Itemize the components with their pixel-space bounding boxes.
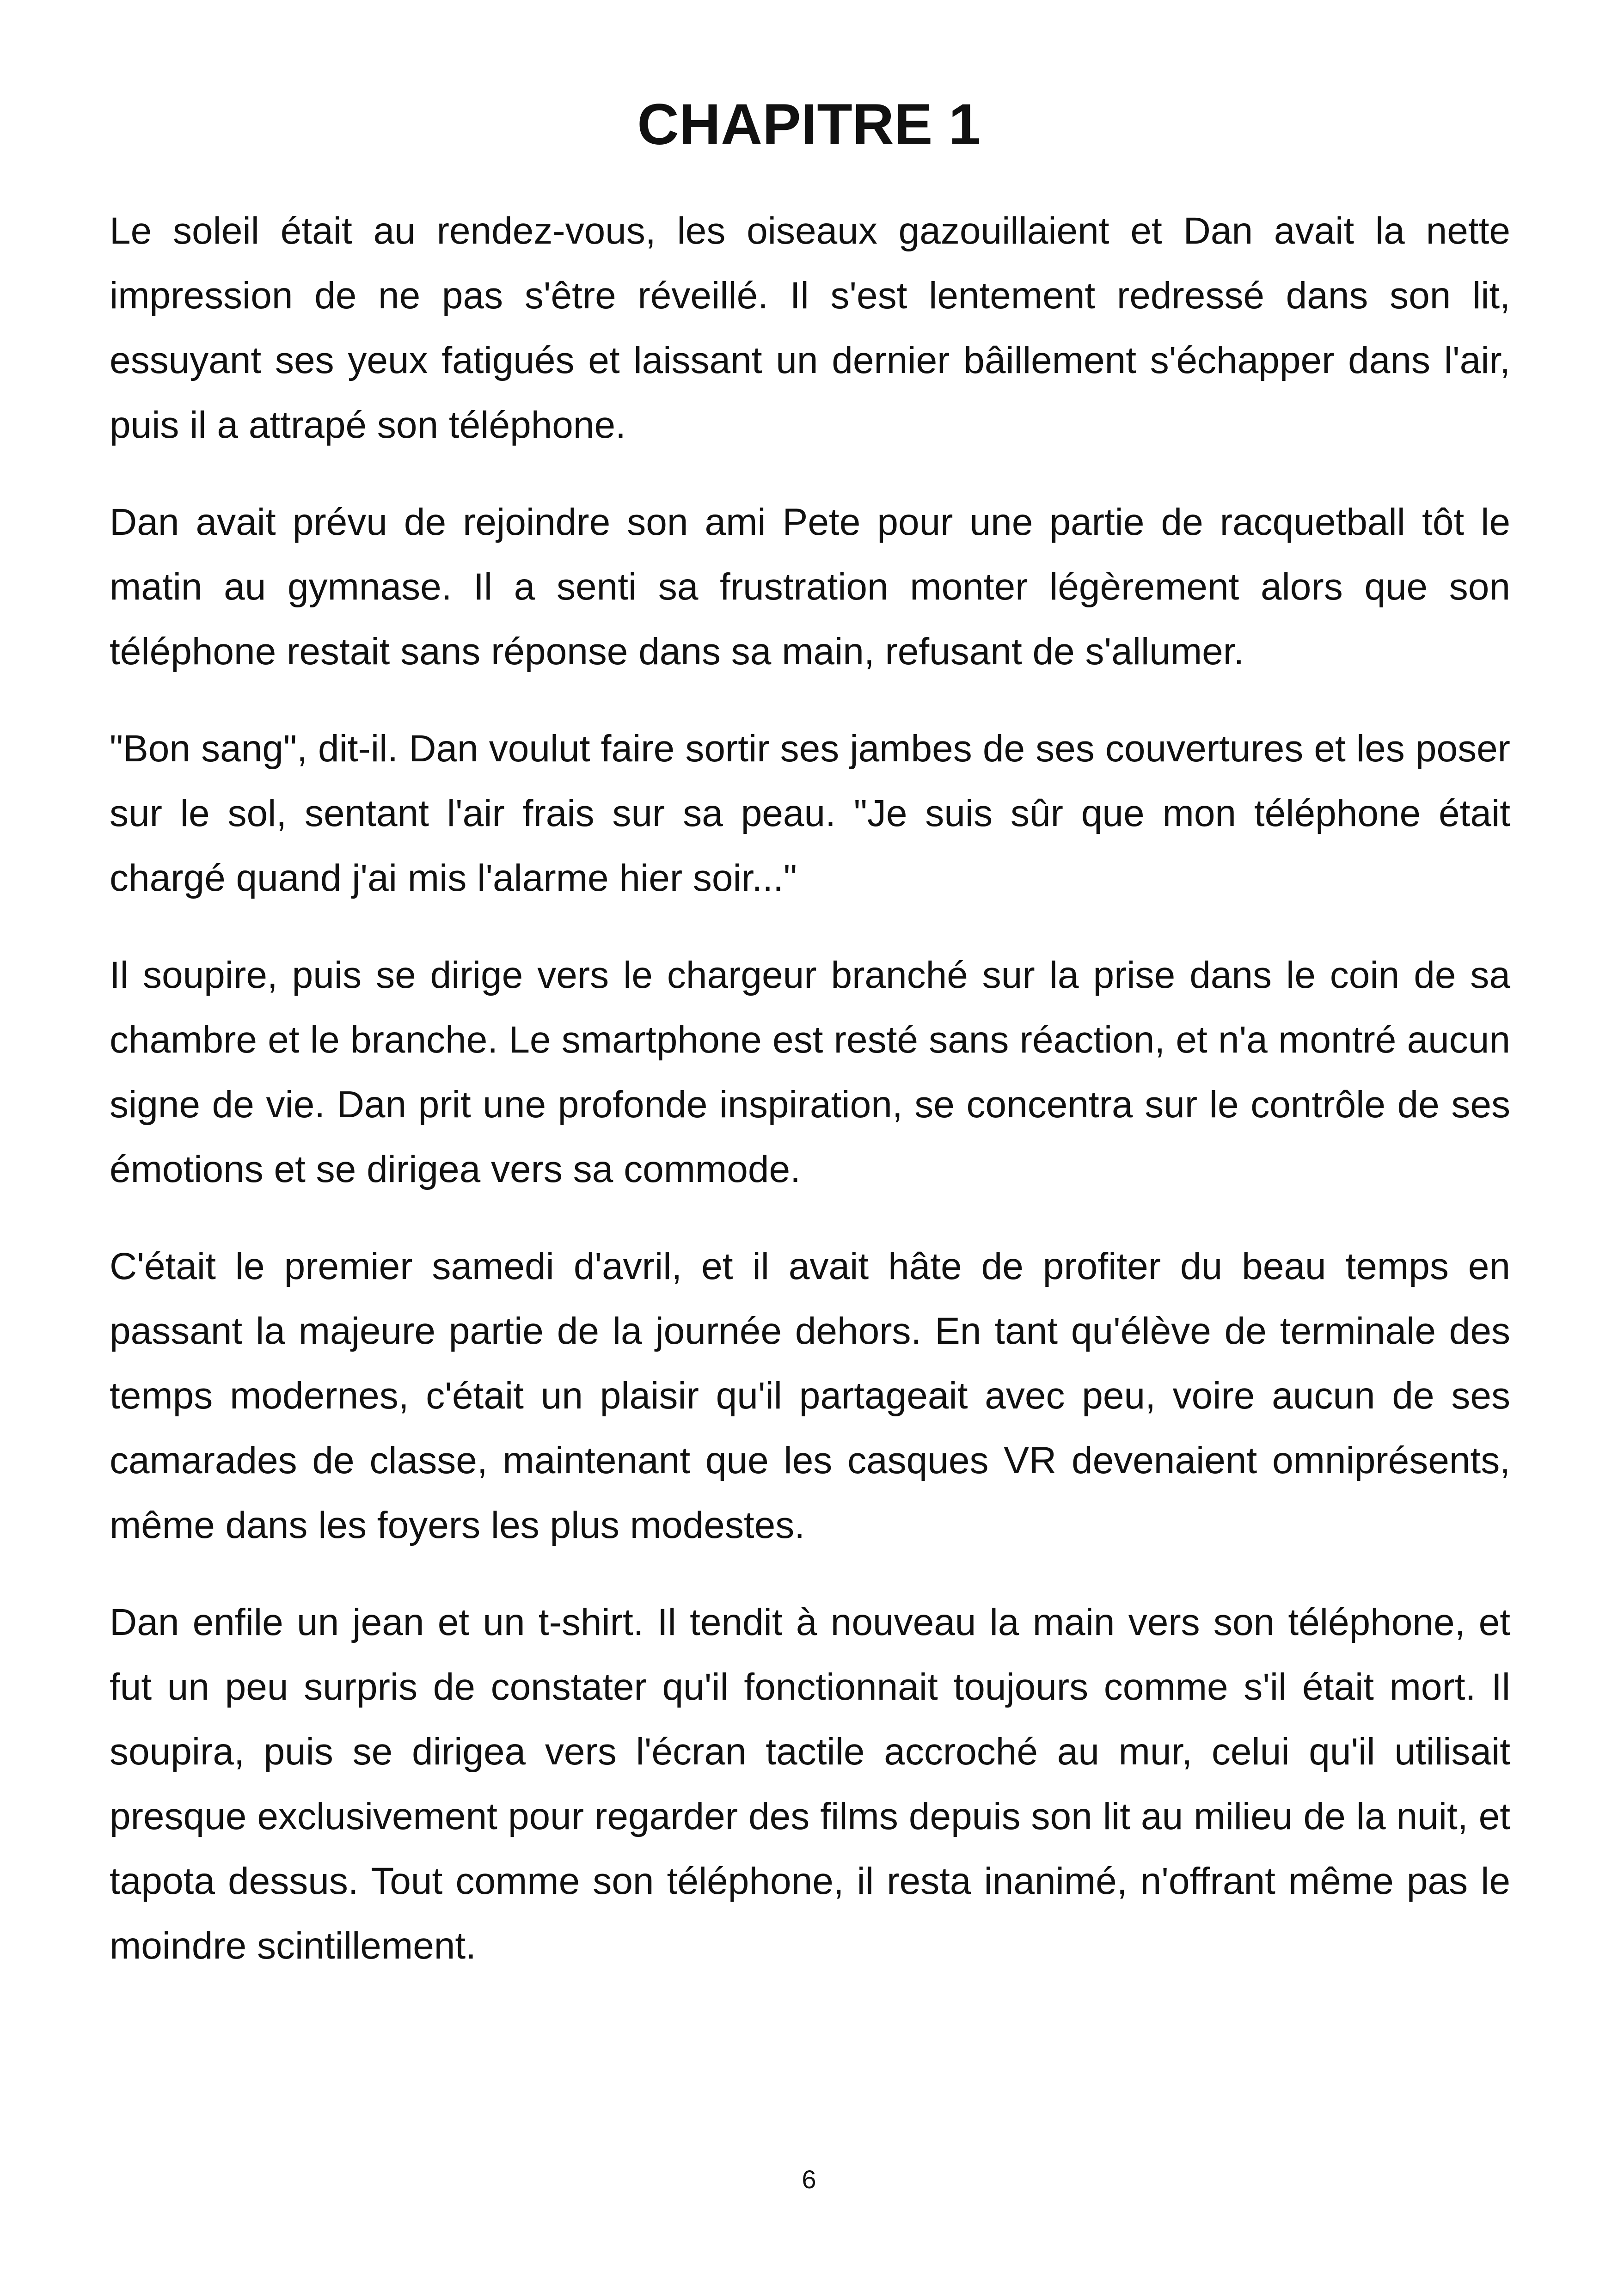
- chapter-title: CHAPITRE 1: [637, 92, 981, 157]
- chapter-body: [110, 199, 1510, 2011]
- paragraph-2: Dan avait prévu de rejoindre son ami Pete pour une partie de racquetball tôt le matin au gymnase. Il a senti sa frustration monter légèrement alors que son téléphone restait sans réponse dans sa main, refusant de s'allumer.: [110, 501, 1510, 673]
- paragraph-5: C'était le premier samedi d'avril, et il avait hâte de profiter du beau temps en passant la majeure partie de la journée dehors. En tant qu'élève de terminale des temps modernes, c'était un plaisir qu'il partageait avec peu, voire aucun de ses camarades de classe, maintenant que les casques VR devenaient omniprésents, même dans les foyers les plus modestes.: [110, 1245, 1510, 1546]
- paragraph-1: Le soleil était au rendez-vous, les oiseaux gazouillaient et Dan avait la nette impression de ne pas s'être réveillé. Il s'est lentement redressé dans son lit, essuyant ses yeux fatigués et laissant un dernier bâillement s'échapper dans l'air, puis il a attrapé son téléphone.: [110, 210, 1510, 446]
- paragraph-6: Dan enfile un jean et un t-shirt. Il tendit à nouveau la main vers son téléphone, et fut un peu surpris de constater qu'il fonctionnait toujours comme s'il était mort. Il soupira, puis se dirigea vers l'écran tactile accroché au mur, celui qu'il utilisait presque exclusivement pour regarder des films depuis son lit au milieu de la nuit, et tapota dessus. Tout comme son téléphone, il resta inanimé, n'offrant même pas le moindre scintillement.: [110, 1601, 1510, 1967]
- paragraph-3: "Bon sang", dit-il. Dan voulut faire sortir ses jambes de ses couvertures et les poser sur le sol, sentant l'air frais sur sa peau. "Je suis sûr que mon téléphone était chargé quand j'ai mis l'alarme hier soir...": [110, 728, 1510, 899]
- paragraph-4: Il soupire, puis se dirige vers le chargeur branché sur la prise dans le coin de sa chambre et le branche. Le smartphone est resté sans réaction, et n'a montré aucun signe de vie. Dan prit une profonde inspiration, se concentra sur le contrôle de ses émotions et se dirigea vers sa commode.: [110, 954, 1510, 1190]
- page-number: 6: [802, 2165, 816, 2194]
